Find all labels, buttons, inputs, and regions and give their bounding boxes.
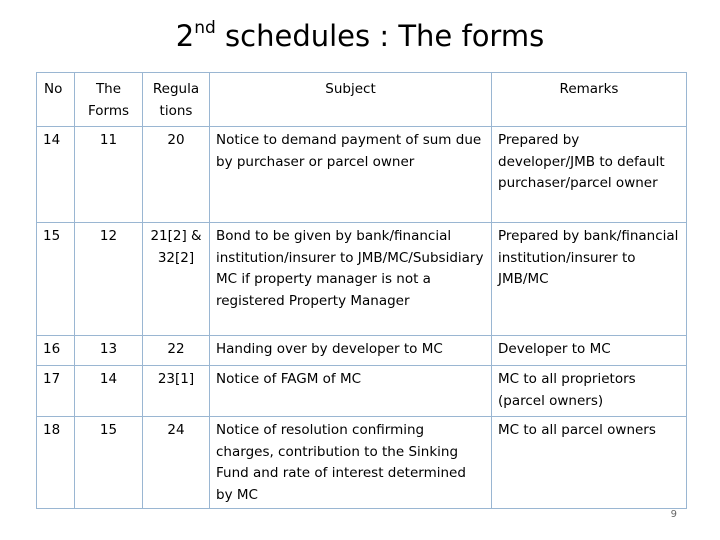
cell-form: 14 [75,366,143,417]
cell-form: 12 [75,223,143,336]
cell-subject: Notice to demand payment of sum due by purchaser or parcel owner [210,127,492,223]
cell-form: 11 [75,127,143,223]
cell-subject: Bond to be given by bank/financial institution/insurer to JMB/MC/Subsidiary MC if property manager is not a registered Property Manager [210,223,492,336]
title-superscript: nd [194,18,216,39]
table-row [37,336,687,366]
header-no: No [37,73,75,127]
cell-remarks: Developer to MC [492,336,687,366]
cell-no: 14 [37,127,75,223]
cell-remarks: Prepared by bank/financial institution/insurer to JMB/MC [492,223,687,336]
cell-no: 17 [37,366,75,417]
table-row [37,127,687,223]
cell-no: 18 [37,417,75,509]
cell-no: 15 [37,223,75,336]
header-forms: The Forms [75,73,143,127]
cell-regulation: 21[2] & 32[2] [143,223,210,336]
cell-remarks: MC to all parcel owners [492,417,687,509]
cell-subject: Notice of resolution confirming charges, contribution to the Sinking Fund and rate of interest determined by MC [210,417,492,509]
title-prefix: 2 [175,19,195,53]
header-subject: Subject [210,73,492,127]
cell-form: 15 [75,417,143,509]
cell-regulation: 24 [143,417,210,509]
cell-subject: Handing over by developer to MC [210,336,492,366]
table-row [37,417,687,509]
cell-no: 16 [37,336,75,366]
table-header-row [37,73,687,127]
header-remarks: Remarks [492,73,687,127]
page-number: 9 [670,509,677,520]
header-regulations: Regula tions [143,73,210,127]
table-row [37,223,687,336]
title-text: schedules : The forms [215,19,545,53]
cell-regulation: 20 [143,127,210,223]
cell-remarks: Prepared by developer/JMB to default purchaser/parcel owner [492,127,687,223]
page-title [0,14,720,58]
cell-form: 13 [75,336,143,366]
table-row [37,366,687,417]
cell-subject: Notice of FAGM of MC [210,366,492,417]
cell-regulation: 23[1] [143,366,210,417]
cell-remarks: MC to all proprietors (parcel owners) [492,366,687,417]
cell-regulation: 22 [143,336,210,366]
forms-table [36,72,687,509]
